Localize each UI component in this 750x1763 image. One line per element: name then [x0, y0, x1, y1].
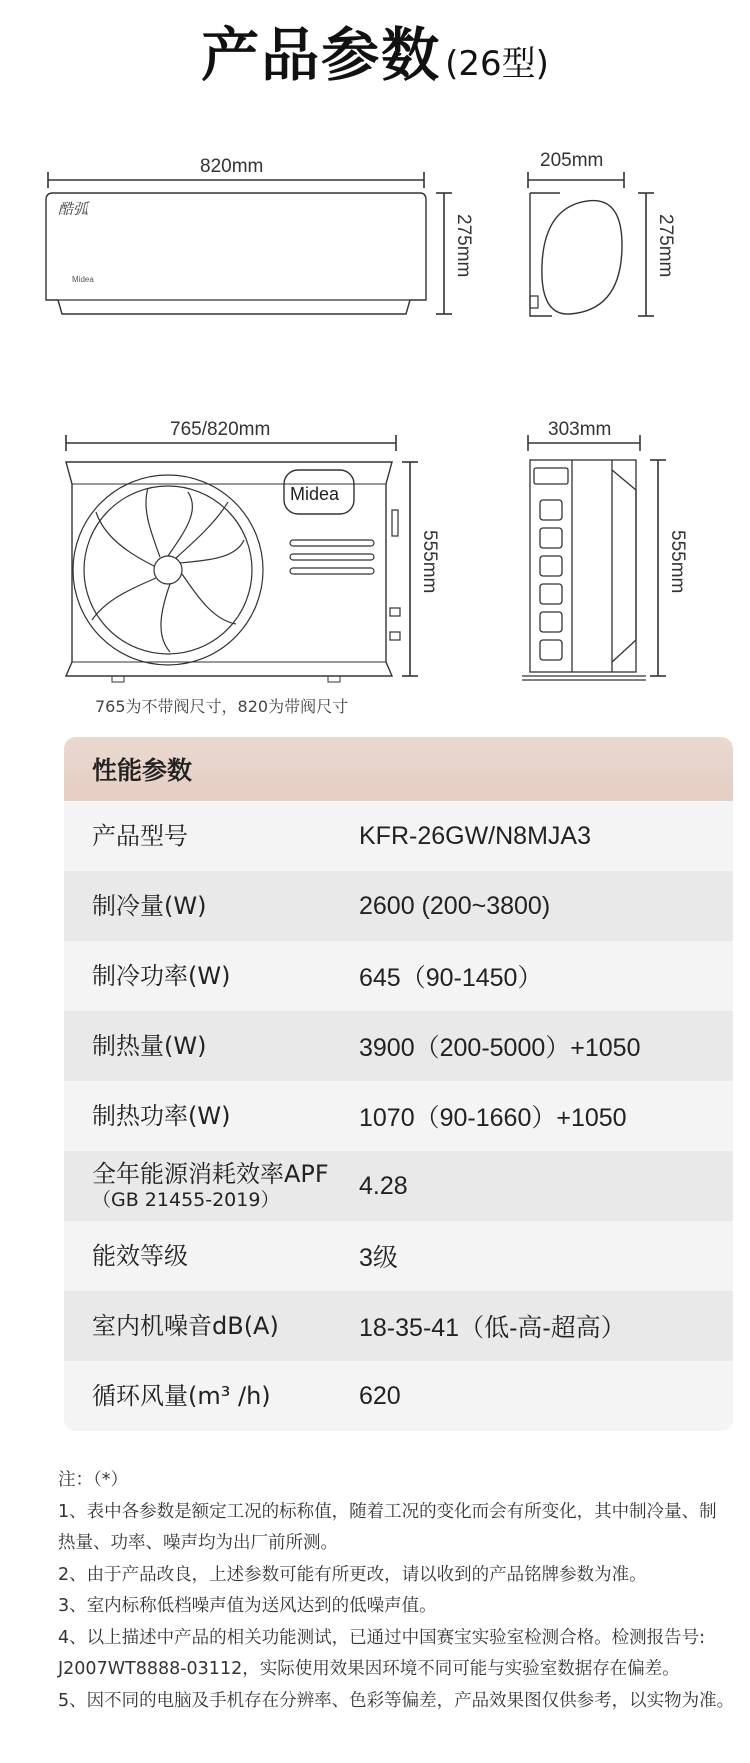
outdoor-front-width-label: 765/820mm [170, 419, 271, 440]
title-main: 产品参数 [201, 21, 442, 89]
spec-label: 制冷量(W) [92, 891, 207, 920]
spec-label: 制冷功率(W) [92, 961, 231, 990]
table-row [64, 1151, 733, 1221]
note-line: 5、因不同的电脑及手机存在分辨率、色彩等偏差，产品效果图仅供参考，以实物为准。 [58, 1690, 735, 1711]
outdoor-vent-slots [290, 540, 374, 574]
title-model: (26型) [445, 44, 549, 84]
table-row [64, 871, 733, 941]
spec-label: 产品型号 [92, 821, 188, 850]
table-row [64, 941, 733, 1011]
notes-heading: 注：（*） [58, 1470, 128, 1490]
spec-label-sub: （GB 21455-2019） [92, 1189, 280, 1211]
note-line: 2、由于产品改良，上述参数可能有所更改，请以收到的产品铭牌参数为准。 [58, 1564, 647, 1585]
indoor-unit-side-drawing [530, 193, 622, 316]
outdoor-fan-grille [73, 475, 263, 665]
outdoor-unit-side-drawing [522, 460, 646, 680]
spec-label: 制热量(W) [92, 1031, 207, 1060]
table-row [64, 1221, 733, 1291]
outdoor-valves [390, 510, 400, 640]
table-row [64, 1361, 733, 1431]
spec-value: 18-35-41（低-高-超高） [359, 1314, 626, 1342]
spec-value: 2600 (200~3800) [359, 891, 551, 920]
spec-value: 3级 [359, 1244, 398, 1272]
outdoor-side-depth-label: 303mm [548, 419, 612, 440]
note-line: 3、室内标称低档噪声值为送风达到的低噪声值。 [58, 1596, 437, 1616]
indoor-unit-front-drawing [46, 193, 426, 314]
outdoor-side-height-dimension [650, 460, 666, 676]
note-line: J2007WT8888-03112，实际使用效果因环境不同可能与实验室数据存在偏差。 [58, 1659, 680, 1679]
indoor-side-depth-label: 205mm [540, 150, 604, 171]
spec-value: 4.28 [359, 1171, 408, 1200]
indoor-brand-logo: Midea [72, 275, 94, 284]
spec-value: 1070（90-1660）+1050 [359, 1104, 627, 1132]
performance-spec-table [64, 737, 733, 1431]
series-logo: 酷弧 [58, 200, 89, 218]
spec-label [64, 1160, 359, 1212]
spec-label-main: 全年能源消耗效率APF [92, 1160, 329, 1189]
indoor-front-height-label: 275mm [453, 214, 474, 278]
spec-value: KFR-26GW/N8MJA3 [359, 821, 591, 850]
indoor-side-depth-dimension [528, 172, 624, 188]
spec-label: 能效等级 [92, 1241, 188, 1270]
outdoor-brand-logo: Midea [290, 484, 340, 504]
spec-value: 645（90-1450） [359, 964, 543, 992]
table-row [64, 801, 733, 871]
spec-value: 3900（200-5000）+1050 [359, 1034, 641, 1062]
table-row [64, 1291, 733, 1361]
spec-label: 制热功率(W) [92, 1101, 231, 1130]
note-line: 1、表中各参数是额定工况的标称值，随着工况的变化而会有所变化，其中制冷量、制 [58, 1501, 717, 1522]
spec-label: 室内机噪音dB(A) [92, 1311, 279, 1340]
spec-label: 循环风量(m³ /h) [92, 1381, 271, 1410]
table-row [64, 1011, 733, 1081]
dimension-drawings [0, 0, 750, 700]
spec-value: 620 [359, 1381, 401, 1410]
outdoor-front-height-dimension [402, 462, 418, 676]
indoor-front-width-label: 820mm [200, 156, 264, 177]
outdoor-front-height-label: 555mm [419, 530, 440, 594]
footnotes [58, 1465, 748, 1717]
indoor-front-height-dimension [436, 193, 452, 314]
valve-size-note: 765为不带阀尺寸，820为带阀尺寸 [95, 697, 349, 716]
spec-table-header: 性能参数 [64, 737, 733, 801]
indoor-side-height-dimension [638, 193, 654, 316]
table-row [64, 1081, 733, 1151]
outdoor-side-height-label: 555mm [667, 530, 688, 594]
note-line: 热量、功率、噪声均为出厂前所测。 [58, 1533, 338, 1553]
note-line: 4、以上描述中产品的相关功能测试，已通过中国赛宝实验室检测合格。检测报告号: [58, 1627, 706, 1648]
indoor-side-height-label: 275mm [655, 214, 676, 278]
